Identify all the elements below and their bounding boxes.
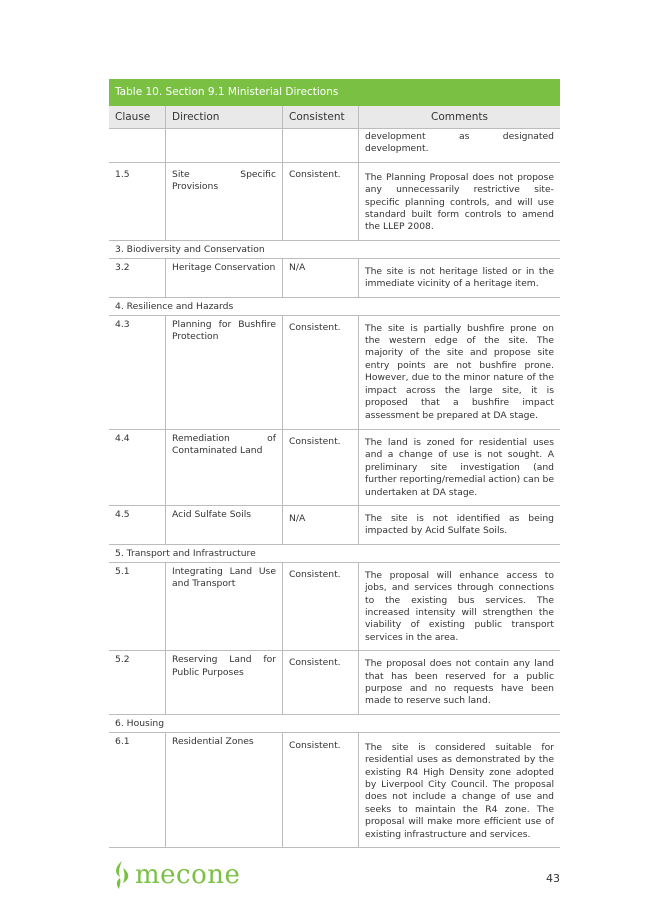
- header-clause: Clause: [115, 111, 151, 123]
- clause-cell: 4.3: [115, 318, 130, 330]
- clause-cell: 5.2: [115, 654, 130, 666]
- consistent-cell: Consistent.: [282, 430, 358, 505]
- direction-cell: Acid Sulfate Soils: [165, 506, 282, 544]
- direction-cell: Heritage Conservation: [165, 259, 282, 297]
- consistent-cell: Consistent.: [282, 563, 358, 650]
- page-number: 43: [546, 872, 560, 885]
- table-caption: Table 10. Section 9.1 Ministerial Directions: [109, 79, 560, 106]
- clause-cell: 5.1: [115, 565, 130, 577]
- comment-cell: The Planning Proposal does not propose any unnecessarily restrictive site-specific planning controls, and will use standard built form controls to amend the LLEP 2008.: [358, 163, 560, 240]
- comment-cell: The site is considered suitable for residential uses as demonstrated by the existing R4 High Density zone adopted by Liverpool City Council. The proposal does not include a change of use and seeks to maintain the R4 zone. The proposal will make more efficient use of existing infrastructure and services.: [358, 733, 560, 847]
- table-row: [109, 651, 560, 715]
- table-row: [109, 259, 560, 298]
- comment-cell: The proposal does not contain any land that has been reserved for a public purpose and no requests have been made to reserve such land.: [358, 651, 560, 714]
- comment-cell: The site is not heritage listed or in the immediate vicinity of a heritage item.: [358, 259, 560, 297]
- table-row: [109, 316, 560, 430]
- logo-text: mecone: [135, 860, 241, 890]
- comment-cell: The proposal will enhance access to jobs, and services through connections to the existing bus services. The increased intensity will strengthen the viability of existing public transport services in the area.: [358, 563, 560, 650]
- section-heading: 4. Resilience and Hazards: [109, 298, 560, 316]
- direction-cell: Remediation of Contaminated Land: [165, 430, 282, 505]
- section-heading: 5. Transport and Infrastructure: [109, 545, 560, 563]
- comment-cell: The land is zoned for residential uses and a change of use is not sought. A preliminary site investigation (and further reporting/remedial action) can be undertaken at DA stage.: [358, 430, 560, 505]
- clause-cell: 4.5: [115, 508, 130, 520]
- consistent-cell: N/A: [282, 259, 358, 297]
- consistent-cell: Consistent.: [282, 163, 358, 240]
- table-row: [109, 430, 560, 506]
- table-row: [109, 563, 560, 651]
- table-row: [109, 506, 560, 545]
- ministerial-directions-table: [109, 79, 560, 848]
- table-row: [109, 129, 560, 163]
- direction-cell: Planning for Bushfire Protection: [165, 316, 282, 429]
- consistent-cell: Consistent.: [282, 733, 358, 847]
- header-comments: Comments: [358, 106, 560, 128]
- table-row: [109, 163, 560, 241]
- mecone-logo: [111, 860, 240, 890]
- consistent-cell: Consistent.: [282, 651, 358, 714]
- comment-cell: The site is partially bushfire prone on the western edge of the site. The majority of the site and propose site entry points are not bushfire prone. However, due to the minor nature of the impact across the large site, it is proposed that a bushfire impact assessment be prepared at DA stage.: [358, 316, 560, 429]
- table-row: [109, 733, 560, 848]
- table-header: [109, 106, 560, 129]
- header-direction: Direction: [165, 106, 282, 128]
- clause-cell: 1.5: [115, 168, 130, 180]
- clause-cell: 4.4: [115, 432, 130, 444]
- comment-cell: The site is not identified as being impacted by Acid Sulfate Soils.: [358, 506, 560, 544]
- section-heading: 3. Biodiversity and Conservation: [109, 241, 560, 259]
- clause-cell: 6.1: [115, 735, 130, 747]
- leaf-icon: [111, 860, 133, 890]
- comment-cell: development as designated development.: [358, 129, 560, 162]
- direction-cell: Site Specific Provisions: [165, 163, 282, 240]
- clause-cell: 3.2: [115, 261, 130, 273]
- consistent-cell: Consistent.: [282, 316, 358, 429]
- direction-cell: Integrating Land Use and Transport: [165, 563, 282, 650]
- section-heading: 6. Housing: [109, 715, 560, 733]
- consistent-cell: N/A: [282, 506, 358, 544]
- direction-cell: Reserving Land for Public Purposes: [165, 651, 282, 714]
- direction-cell: Residential Zones: [165, 733, 282, 847]
- header-consistent: Consistent: [282, 106, 358, 128]
